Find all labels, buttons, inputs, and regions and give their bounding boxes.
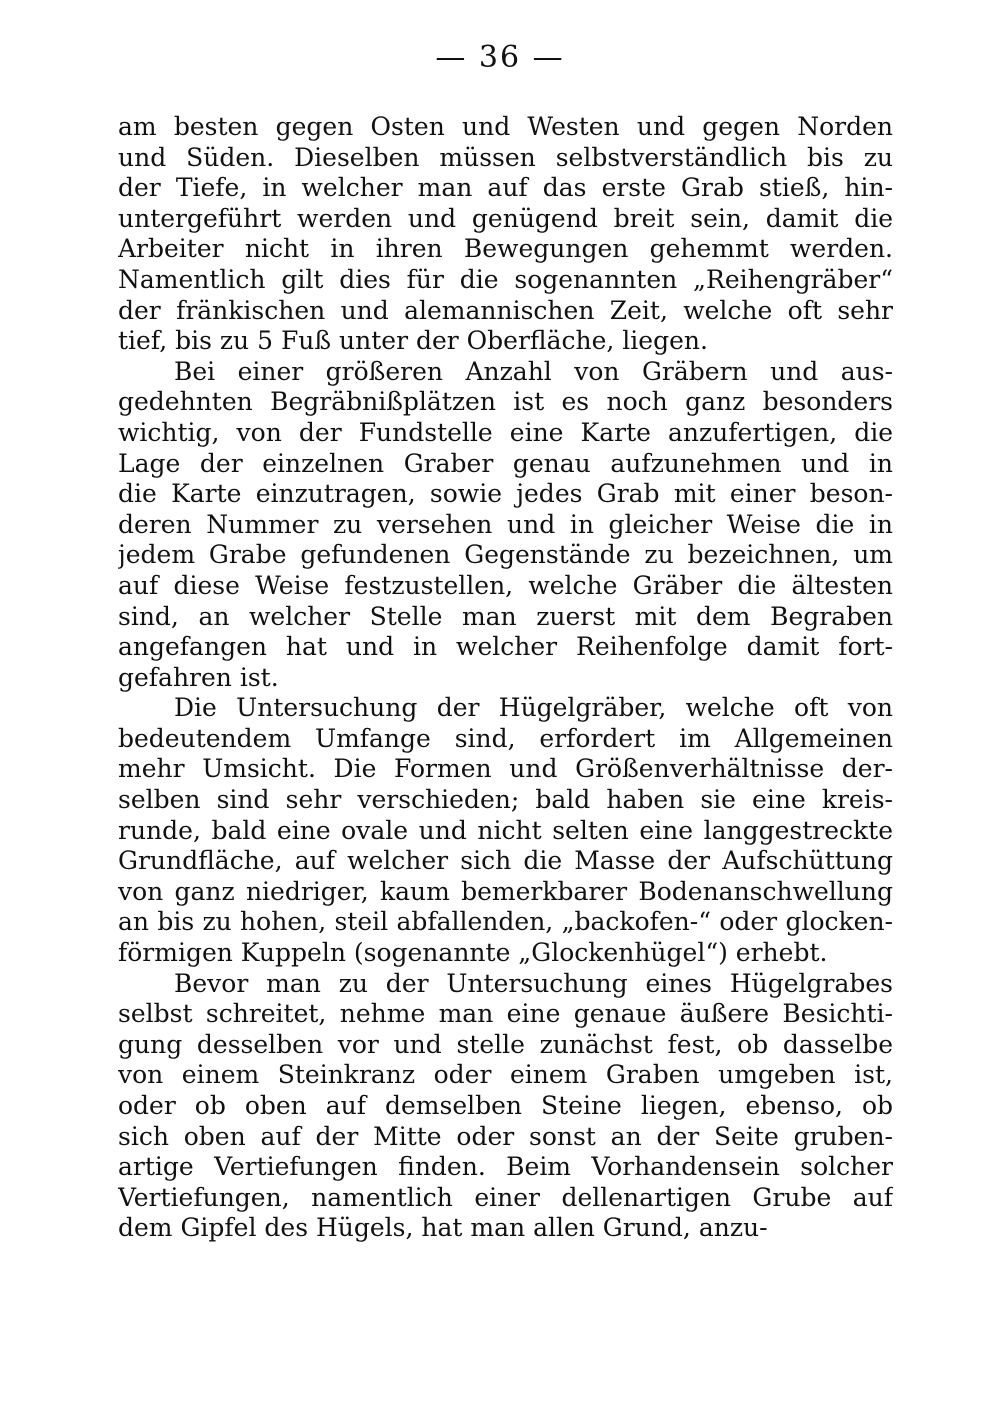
text-line: sich oben auf der Mitte oder sonst an der Seite gruben- <box>118 1121 893 1151</box>
body-text <box>118 112 893 1244</box>
text-line: Namentlich gilt dies für die sogenannten „Reihengräber“ <box>118 264 893 294</box>
text-line: oder ob oben auf demselben Steine liegen, ebenso, ob <box>118 1091 893 1120</box>
text-line: sind, an welcher Stelle man zuerst mit dem Begraben <box>118 601 893 631</box>
paragraph <box>118 112 893 357</box>
text-line: gefahren ist. <box>118 662 279 692</box>
text-line: dem Gipfel des Hügels, hat man allen Grund, anzu- <box>118 1213 768 1243</box>
text-line: von einem Steinkranz oder einem Graben umgeben ist, <box>118 1060 893 1090</box>
paragraph <box>118 693 893 968</box>
text-line: und Süden. Dieselben müssen selbstverständlich bis zu <box>118 142 893 172</box>
text-line: runde, bald eine ovale und nicht selten eine langgestreckte <box>118 815 893 845</box>
text-line: Die Untersuchung der Hügelgräber, welche oft von <box>174 693 893 723</box>
text-line: Bevor man zu der Untersuchung eines Hügelgrabes <box>174 968 893 998</box>
text-line: der Tiefe, in welcher man auf das erste Grab stieß, hin- <box>118 173 893 203</box>
text-line: am besten gegen Osten und Westen und gegen Norden <box>118 112 893 141</box>
text-line: Vertiefungen, namentlich einer dellenartigen Grube auf <box>118 1182 893 1212</box>
text-line: die Karte einzutragen, sowie jedes Grab mit einer beson- <box>118 479 893 509</box>
text-line: selbst schreitet, nehme man eine genaue äußere Besichti- <box>118 999 893 1029</box>
text-line: angefangen hat und in welcher Reihenfolge damit fort- <box>118 632 893 662</box>
text-line: gedehnten Begräbnißplätzen ist es noch ganz besonders <box>118 387 893 417</box>
text-line: tief, bis zu 5 Fuß unter der Oberfläche, liegen. <box>118 326 708 356</box>
text-line: untergeführt werden und genügend breit sein, damit die <box>118 203 893 233</box>
text-line: bedeutendem Umfange sind, erfordert im Allgemeinen <box>118 723 893 753</box>
text-line: an bis zu hohen, steil abfallenden, „backofen-“ oder glocken- <box>118 907 893 937</box>
text-line: Lage der einzelnen Graber genau aufzunehmen und in <box>118 448 893 478</box>
text-line: auf diese Weise festzustellen, welche Gräber die ältesten <box>118 570 893 600</box>
text-line: Grundfläche, auf welcher sich die Masse der Aufschüttung <box>118 846 893 876</box>
text-line: deren Nummer zu versehen und in gleicher Weise die in <box>118 509 893 539</box>
text-line: mehr Umsicht. Die Formen und Größenverhältnisse der- <box>118 754 893 784</box>
text-line: wichtig, von der Fundstelle eine Karte anzufertigen, die <box>118 417 893 447</box>
page-number: — 36 — <box>435 40 565 75</box>
text-line: von ganz niedriger, kaum bemerkbarer Bodenanschwellung <box>118 876 893 906</box>
text-line: Arbeiter nicht in ihren Bewegungen gehemmt werden. <box>118 234 893 264</box>
text-line: selben sind sehr verschieden; bald haben sie eine kreis- <box>118 785 893 815</box>
text-line: förmigen Kuppeln (sogenannte „Glockenhügel“) erhebt. <box>118 938 828 968</box>
text-line: artige Vertiefungen finden. Beim Vorhandensein solcher <box>118 1152 893 1182</box>
text-line: Bei einer größeren Anzahl von Gräbern und aus- <box>174 356 893 386</box>
text-line: jedem Grabe gefundenen Gegenstände zu bezeichnen, um <box>118 540 893 570</box>
paragraph <box>118 969 893 1244</box>
text-line: gung desselben vor und stelle zunächst fest, ob dasselbe <box>118 1029 893 1059</box>
text-line: der fränkischen und alemannischen Zeit, welche oft sehr <box>118 295 893 325</box>
paragraph <box>118 357 893 694</box>
